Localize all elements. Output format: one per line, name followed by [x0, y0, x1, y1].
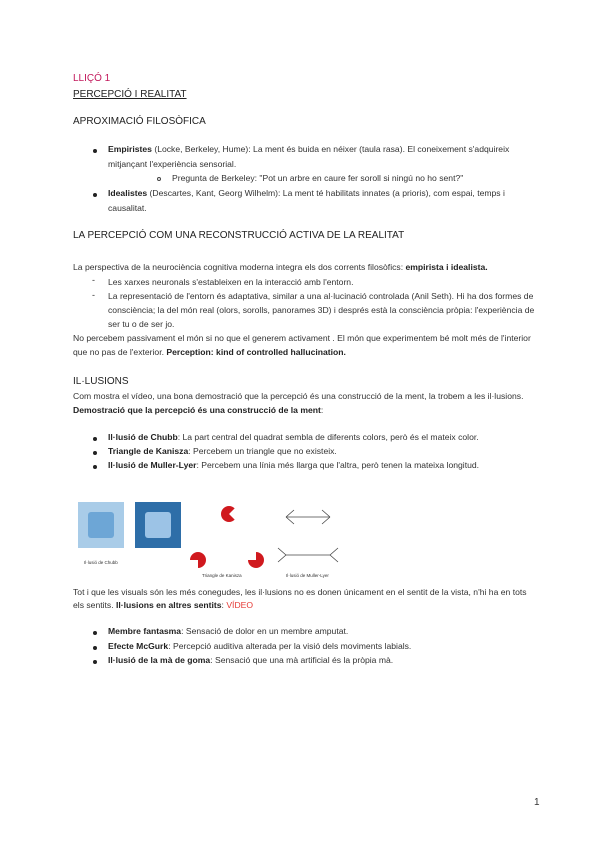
pacman-icon: [190, 552, 206, 568]
sense-item-mcgurk: [108, 641, 411, 652]
paragraph-line1: No percebem passivament el món si no que el generem activament . El món que experimentem bé molt més de l'interior: [73, 333, 531, 343]
kanisza-caption: Triangle de Kanisza: [202, 573, 242, 578]
empiristes-text: (Locke, Berkeley, Hume): La ment és buida en néixer (taula rasa). El coneixement s'adquireix: [151, 144, 510, 154]
illusions-demo-colon: :: [320, 405, 324, 415]
bullet-icon: [93, 465, 97, 469]
sub-bullet-icon: [157, 177, 161, 181]
section-heading-philosophical: APROXIMACIÓ FILOSÒFICA: [73, 116, 206, 127]
dash-item-2-line2: consciència; la del món real (olors, sorolls, panorames 3D) i després està la consciència pròpia: l'experiència de: [108, 305, 535, 315]
sense-desc: : Percepció auditiva alterada per la visió dels moviments labials.: [168, 641, 412, 651]
illusion-desc: : Percebem un triangle que no existeix.: [188, 446, 337, 456]
empiristes-term: Empiristes: [108, 144, 152, 154]
bullet-icon: [93, 437, 97, 441]
idealistes-line: [108, 188, 505, 199]
bullet-icon: [93, 451, 97, 455]
muller-lyer-svg: [272, 505, 352, 571]
empiristes-line2: mitjançant l'experiència sensorial.: [108, 159, 237, 169]
illusions-intro-line2: [73, 405, 323, 416]
sense-term: Efecte McGurk: [108, 641, 169, 651]
dash-item-2-line3: ser tu o de ser jo.: [108, 319, 175, 329]
chubb-inner-square: [145, 512, 171, 538]
illusion-item-kanisza: [108, 446, 337, 457]
page-number: 1: [534, 797, 540, 808]
paragraph-text: que no pas de l'exterior.: [73, 347, 167, 357]
kanisza-triangle-figure: [190, 500, 270, 582]
bullet-icon: [93, 631, 97, 635]
berkeley-question: Pregunta de Berkeley: "Pot un arbre en caure fer soroll si ningú no ho sent?": [172, 173, 464, 183]
section-heading-reconstruction: LA PERCEPCIÓ COM UNA RECONSTRUCCIÓ ACTIVA DE LA REALITAT: [73, 230, 405, 241]
dash-marker: -: [92, 275, 95, 285]
page-title: PERCEPCIÓ I REALITAT: [73, 89, 187, 100]
pacman-icon: [218, 503, 241, 526]
bullet-icon: [93, 193, 97, 197]
dash-item-2-line1: La representació de l'entorn és adaptativa, similar a una al·lucinació controlada (Anil Seth). Hi ha dos formes de: [108, 291, 534, 301]
paragraph-bold: Perception: kind of controlled hallucination.: [166, 347, 346, 357]
kanisza-svg: [190, 500, 270, 570]
illusion-item-chubb: [108, 432, 479, 443]
other-senses-line2: [73, 600, 253, 611]
sense-desc: : Sensació de dolor en un membre amputat.: [181, 626, 349, 636]
sense-term: Il·lusió de la mà de goma: [108, 655, 211, 665]
illusion-desc: : La part central del quadrat sembla de diferents colors, però és el mateix color.: [177, 432, 479, 442]
illusion-desc: : Percebem una línia més llarga que l'altra, però tenen la mateixa longitud.: [196, 460, 480, 470]
sense-desc: : Sensació que una mà artificial és la pròpia mà.: [210, 655, 394, 665]
sense-item-rubber-hand: [108, 655, 393, 666]
neuro-intro-bold: empirista i idealista.: [405, 262, 488, 272]
chubb-caption: Il·lusió de Chubb: [84, 560, 118, 565]
bullet-icon: [93, 149, 97, 153]
chubb-inner-square: [88, 512, 114, 538]
dash-item-1: Les xarxes neuronals s'estableixen en la interacció amb l'entorn.: [108, 277, 354, 287]
idealistes-term: Idealistes: [108, 188, 148, 198]
empiristes-line: [108, 144, 509, 155]
chubb-illusion-figure: [78, 502, 181, 570]
muller-caption: Il·lusió de Muller-Lyer: [286, 573, 329, 578]
video-link[interactable]: VÍDEO: [226, 600, 254, 610]
illusion-item-muller: [108, 460, 479, 471]
chubb-light-square: [78, 502, 124, 548]
idealistes-line2: causalitat.: [108, 203, 147, 213]
illusions-intro-line1: Com mostra el vídeo, una bona demostració que la percepció és una construcció de la ment, la trobem a les il·lusions.: [73, 391, 524, 401]
other-senses-bold: Il·lusions en altres sentits: [116, 600, 222, 610]
bullet-icon: [93, 660, 97, 664]
idealistes-text: (Descartes, Kant, Georg Wilhelm): La ment té habilitats innates (a prioris), com espai, temps i: [147, 188, 505, 198]
sense-term: Membre fantasma: [108, 626, 182, 636]
other-senses-colon: :: [221, 600, 227, 610]
chubb-dark-square: [135, 502, 181, 548]
pacman-icon: [248, 552, 264, 568]
section-heading-illusions: IL·LUSIONS: [73, 376, 129, 387]
sense-item-phantom: [108, 626, 348, 637]
illusions-demo-bold: Demostració que la percepció és una construcció de la ment: [73, 405, 321, 415]
neuro-intro: [73, 262, 488, 273]
paragraph-line2: [73, 347, 346, 358]
lesson-label: LLIÇÓ 1: [73, 73, 111, 84]
bullet-icon: [93, 646, 97, 650]
illusion-term: Triangle de Kanisza: [108, 446, 189, 456]
illusion-term: Il·lusió de Muller-Lyer: [108, 460, 197, 470]
other-senses-text: els sentits.: [73, 600, 116, 610]
dash-marker: -: [92, 290, 95, 300]
illusion-term: Il·lusió de Chubb: [108, 432, 178, 442]
muller-lyer-figure: [272, 505, 352, 583]
other-senses-line1: Tot i que les visuals són les més conegudes, les il·lusions no es donen únicament en el sentit de la vista, n'hi ha en tots: [73, 587, 527, 597]
neuro-intro-text: La perspectiva de la neurociència cognitiva moderna integra els dos corrents filosòfics:: [73, 262, 406, 272]
